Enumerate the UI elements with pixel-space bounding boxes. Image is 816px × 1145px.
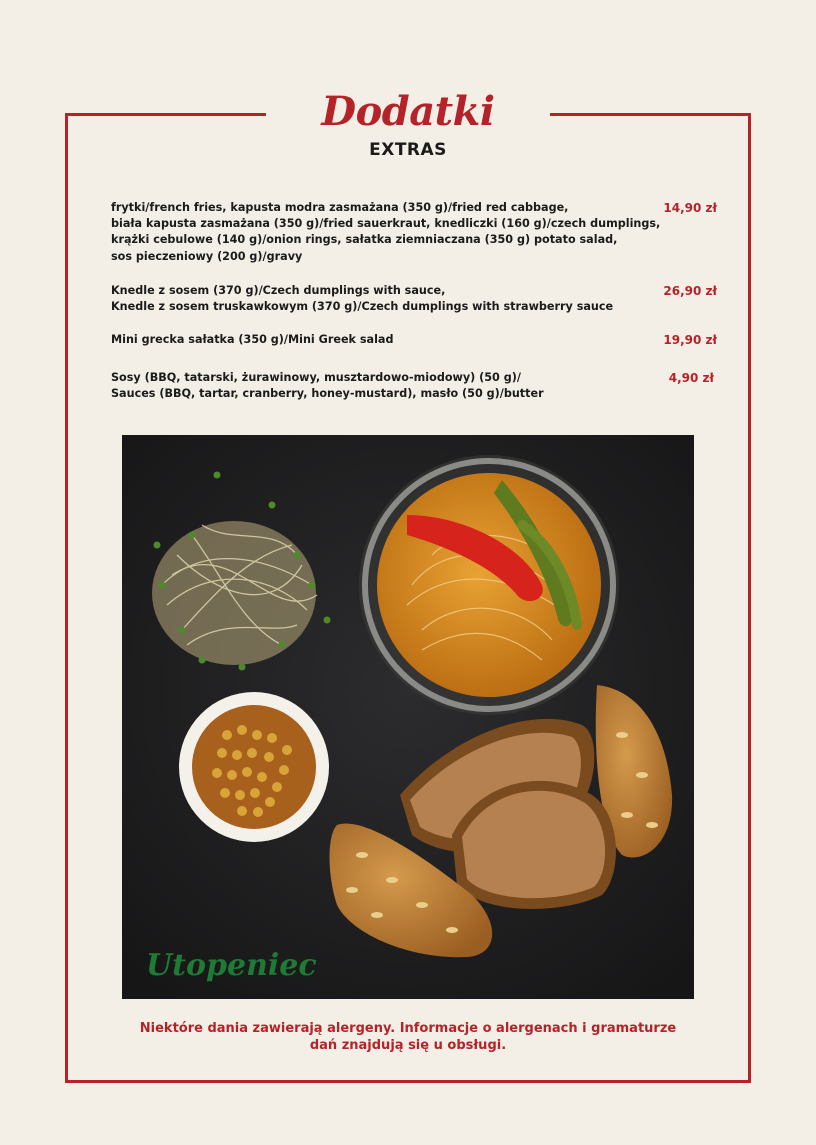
menu-item-price: 14,90 zł — [663, 201, 717, 215]
page-subtitle: EXTRAS — [369, 140, 447, 160]
page-title: Dodatki — [321, 88, 495, 135]
food-illustration — [122, 435, 694, 999]
menu-item-description — [111, 200, 661, 265]
header — [266, 80, 550, 170]
menu-item-line: Sosy (BBQ, tatarski, żurawinowy, musztardowo-miodowy) (50 g)/ — [111, 371, 521, 384]
notice-line: dań znajdują się u obsługi. — [309, 1038, 507, 1053]
menu-item — [111, 370, 717, 402]
menu-item-description — [111, 370, 661, 402]
menu-item — [111, 332, 717, 348]
allergen-notice — [90, 1020, 726, 1054]
menu-item — [111, 200, 717, 265]
menu-item-line: krążki cebulowe (140 g)/onion rings, sałatka ziemniaczana (350 g) potato salad, — [111, 233, 618, 247]
menu-item-line: sos pieczeniowy (200 g)/gravy — [111, 249, 303, 263]
menu-item — [111, 283, 717, 315]
menu-item-price: 19,90 zł — [663, 333, 717, 347]
menu-item-line: Mini grecka sałatka (350 g)/Mini Greek salad — [111, 333, 394, 346]
menu-item-line: Knedle z sosem truskawkowym (370 g)/Czech dumplings with strawberry sauce — [111, 300, 614, 314]
mustard-bowl — [179, 692, 329, 842]
menu-item-description — [111, 332, 661, 348]
food-photo — [122, 435, 694, 999]
menu-item-price: 4,90 zł — [668, 371, 714, 385]
menu-item-price: 26,90 zł — [663, 284, 717, 298]
menu-item-line: frytki/french fries, kapusta modra zasmażana (350 g)/fried red cabbage, — [111, 201, 569, 214]
jar — [359, 455, 619, 715]
menu-item-line: Sauces (BBQ, tartar, cranberry, honey-mustard), masło (50 g)/butter — [111, 387, 544, 401]
menu-item-line: biała kapusta zasmażana (350 g)/fried sauerkraut, knedliczki (160 g)/czech dumplings, — [111, 217, 661, 231]
notice-line: Niektóre dania zawierają alergeny. Informacje o alergenach i gramaturze — [139, 1021, 677, 1036]
photo-caption: Utopeniec — [146, 948, 317, 983]
menu-item-description — [111, 283, 661, 315]
menu-item-line: Knedle z sosem (370 g)/Czech dumplings with sauce, — [111, 284, 446, 297]
